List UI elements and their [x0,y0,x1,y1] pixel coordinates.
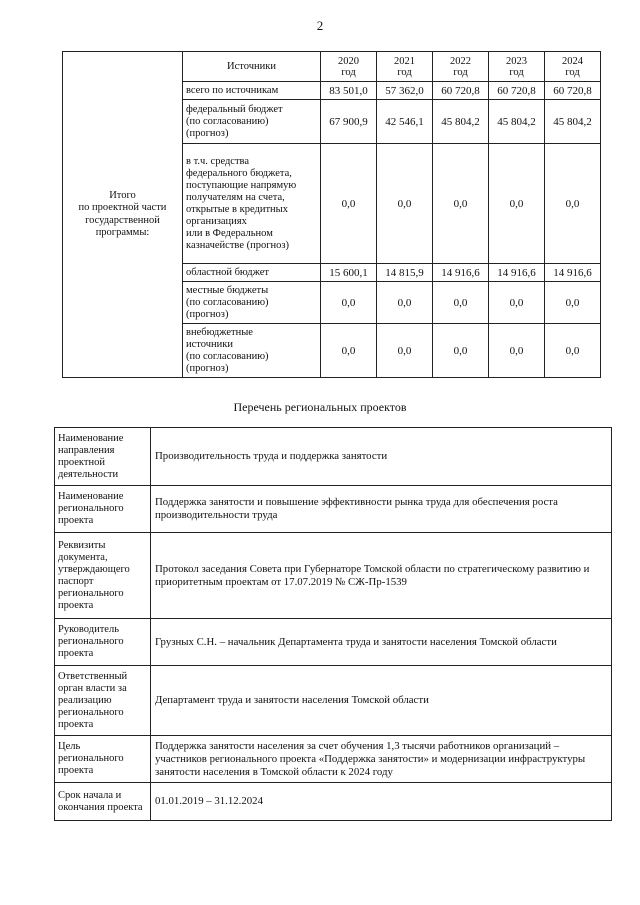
summary-label: Итого по проектной части государственной программы: [63,52,183,378]
project-field-label: Наименование направления проектной деятельности [55,428,151,486]
row-label: местные бюджеты (по согласованию) (прогноз) [183,282,321,324]
project-row [55,428,612,486]
section-title: Перечень региональных проектов [233,400,407,414]
cell-value: 45 804,2 [545,100,601,144]
cell-value: 14 916,6 [489,264,545,282]
year-header: 2022 год [433,52,489,82]
cell-value: 0,0 [321,324,377,378]
project-field-label: Ответственный орган власти за реализацию регионального проекта [55,666,151,736]
year-header: 2024 год [545,52,601,82]
cell-value: 0,0 [433,282,489,324]
cell-value: 0,0 [489,324,545,378]
row-label: внебюджетные источники (по согласованию) (прогноз) [183,324,321,378]
cell-value: 67 900,9 [321,100,377,144]
cell-value: 0,0 [321,144,377,264]
cell-value: 0,0 [377,144,433,264]
row-label: областной бюджет [183,264,321,282]
project-row [55,486,612,533]
project-row [55,736,612,783]
project-row [55,533,612,619]
cell-value: 60 720,8 [545,82,601,100]
project-field-value: Поддержка занятости и повышение эффективности рынка труда для обеспечения роста производительности труда [151,486,612,533]
project-row [55,619,612,666]
cell-value: 15 600,1 [321,264,377,282]
cell-value: 60 720,8 [489,82,545,100]
project-row [55,783,612,821]
cell-value: 0,0 [545,282,601,324]
sources-header: Источники [183,52,321,82]
cell-value: 60 720,8 [433,82,489,100]
project-field-value: 01.01.2019 – 31.12.2024 [151,783,612,821]
cell-value: 0,0 [433,324,489,378]
financing-table [62,51,601,378]
cell-value: 0,0 [377,324,433,378]
year-header: 2020 год [321,52,377,82]
project-field-label: Наименование регионального проекта [55,486,151,533]
project-field-value: Грузных С.Н. – начальник Департамента труда и занятости населения Томской области [151,619,612,666]
project-field-label: Руководитель регионального проекта [55,619,151,666]
row-label: федеральный бюджет (по согласованию) (прогноз) [183,100,321,144]
cell-value: 14 815,9 [377,264,433,282]
cell-value: 0,0 [545,324,601,378]
row-label: в т.ч. средства федерального бюджета, поступающие напрямую получателям на счета, открытые в кредитных организациях или в Федеральном казначействе (прогноз) [183,144,321,264]
page-number: 2 [316,18,324,33]
cell-value: 83 501,0 [321,82,377,100]
cell-value: 42 546,1 [377,100,433,144]
cell-value: 0,0 [433,144,489,264]
cell-value: 0,0 [489,282,545,324]
project-field-value: Поддержка занятости населения за счет обучения 1,3 тысячи работников организаций – участников регионального проекта «Поддержка занятости» и модернизации инфраструктуры занятости населения в Томской области к 2024 году [151,736,612,783]
cell-value: 14 916,6 [545,264,601,282]
projects-table [54,427,612,821]
cell-value: 45 804,2 [433,100,489,144]
project-field-value: Департамент труда и занятости населения Томской области [151,666,612,736]
project-field-label: Реквизиты документа, утверждающего паспорт регионального проекта [55,533,151,619]
project-field-value: Протокол заседания Совета при Губернаторе Томской области по стратегическому развитию и приоритетным проектам от 17.07.2019 № СЖ-Пр-1539 [151,533,612,619]
cell-value: 57 362,0 [377,82,433,100]
year-header: 2021 год [377,52,433,82]
financing-header-row [63,52,601,82]
cell-value: 0,0 [377,282,433,324]
row-label: всего по источникам [183,82,321,100]
year-header: 2023 год [489,52,545,82]
project-row [55,666,612,736]
cell-value: 0,0 [489,144,545,264]
project-field-label: Цель регионального проекта [55,736,151,783]
cell-value: 0,0 [545,144,601,264]
project-field-value: Производительность труда и поддержка занятости [151,428,612,486]
cell-value: 0,0 [321,282,377,324]
cell-value: 45 804,2 [489,100,545,144]
project-field-label: Срок начала и окончания проекта [55,783,151,821]
cell-value: 14 916,6 [433,264,489,282]
